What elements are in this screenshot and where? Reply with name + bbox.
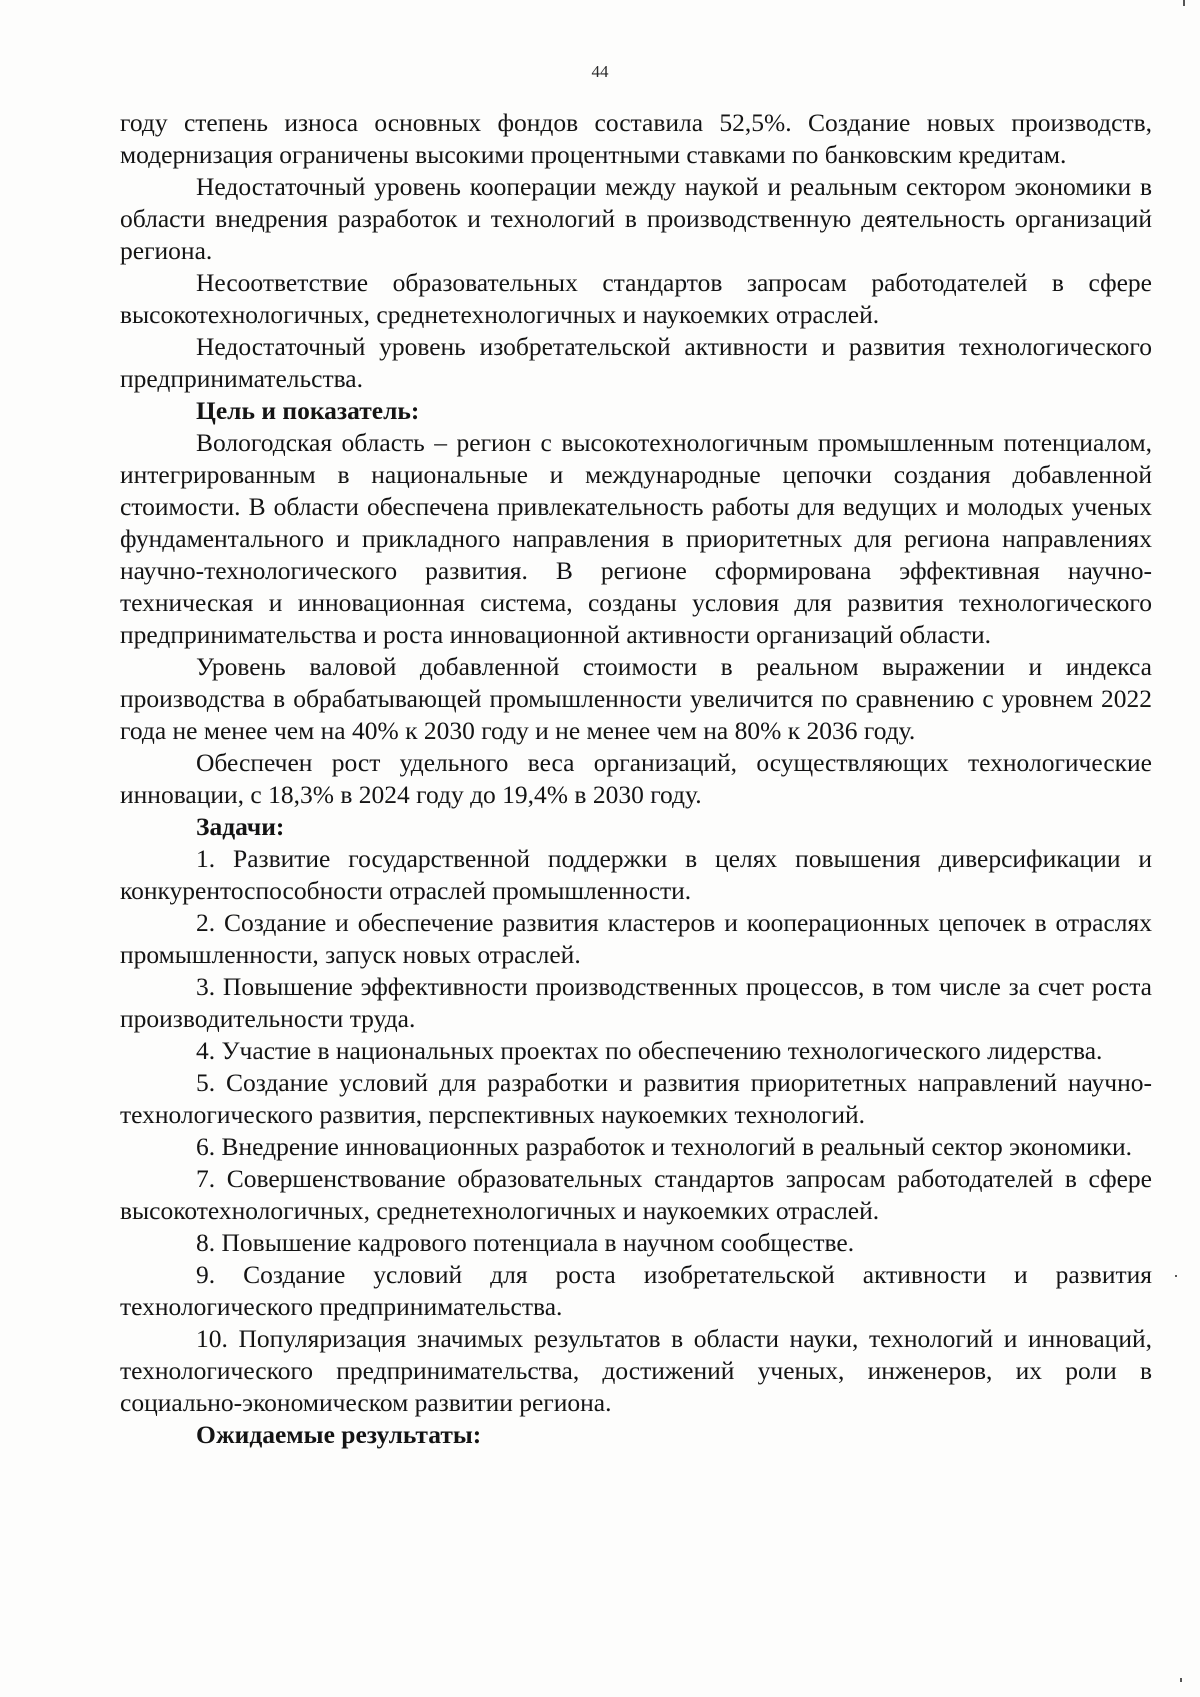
goal-paragraph: Обеспечен рост удельного веса организаций, осуществляющих технологические инновации, с 18,3% в 2024 году до 19,4% в 2030 году. bbox=[120, 748, 1152, 809]
scan-mark-top-right bbox=[1183, 0, 1185, 6]
task-item: 8. Повышение кадрового потенциала в научном сообществе. bbox=[196, 1228, 855, 1257]
paragraph: Несоответствие образовательных стандартов запросам работодателей в сфере высокотехнологичных, среднетехнологичных и наукоемких отраслей. bbox=[120, 268, 1152, 329]
goal-paragraph: Уровень валовой добавленной стоимости в реальном выражении и индекса производства в обрабатывающей промышленности увеличится по сравнению с уровнем 2022 года не менее чем на 40% к 2030 году и не менее чем на 80% к 2036 году. bbox=[120, 652, 1152, 745]
task-item: 3. Повышение эффективности производственных процессов, в том числе за счет роста производительности труда. bbox=[120, 972, 1152, 1033]
document-body bbox=[120, 107, 1152, 1451]
goal-paragraph: Вологодская область – регион с высокотехнологичным промышленным потенциалом, интегрированным в национальные и международные цепочки создания добавленной стоимости. В области обеспечена привлекательность работы для ведущих и молодых ученых фундаментального и прикладного направления в приоритетных для региона направлениях научно-технологического развития. В регионе сформирована эффективная научно-техническая и инновационная система, созданы условия для развития технологического предпринимательства и роста инновационной активности организаций области. bbox=[120, 428, 1152, 649]
task-item: 9. Создание условий для роста изобретательской активности и развития технологического предпринимательства. bbox=[120, 1260, 1152, 1321]
results-heading: Ожидаемые результаты: bbox=[196, 1420, 482, 1449]
task-item: 6. Внедрение инновационных разработок и технологий в реальный сектор экономики. bbox=[196, 1132, 1133, 1161]
paragraph-continuation: году степень износа основных фондов составила 52,5%. Создание новых производств, модернизация ограничены высокими процентными ставками по банковским кредитам. bbox=[120, 108, 1152, 169]
task-item: 10. Популяризация значимых результатов в области науки, технологий и инноваций, технологического предпринимательства, достижений ученых, инженеров, их роли в социально-экономическом развитии региона. bbox=[120, 1324, 1152, 1417]
task-item: 2. Создание и обеспечение развития кластеров и кооперационных цепочек в отраслях промышленности, запуск новых отраслей. bbox=[120, 908, 1152, 969]
scan-mark-bottom bbox=[1180, 1678, 1182, 1682]
task-item: 7. Совершенствование образовательных стандартов запросам работодателей в сфере высокотехнологичных, среднетехнологичных и наукоемких отраслей. bbox=[120, 1164, 1152, 1225]
paragraph: Недостаточный уровень кооперации между наукой и реальным сектором экономики в области внедрения разработок и технологий в производственную деятельность организаций региона. bbox=[120, 172, 1152, 265]
tasks-heading: Задачи: bbox=[196, 812, 285, 841]
paragraph: Недостаточный уровень изобретательской активности и развития технологического предпринимательства. bbox=[120, 332, 1152, 393]
task-item: 5. Создание условий для разработки и развития приоритетных направлений научно-технологического развития, перспективных наукоемких технологий. bbox=[120, 1068, 1152, 1129]
task-item: 4. Участие в национальных проектах по обеспечению технологического лидерства. bbox=[196, 1036, 1103, 1065]
task-item: 1. Развитие государственной поддержки в целях повышения диверсификации и конкурентоспособности отраслей промышленности. bbox=[120, 844, 1152, 905]
page-number: 44 bbox=[591, 62, 609, 81]
goal-heading: Цель и показатель: bbox=[196, 396, 420, 425]
scan-mark-right bbox=[1175, 1275, 1177, 1277]
